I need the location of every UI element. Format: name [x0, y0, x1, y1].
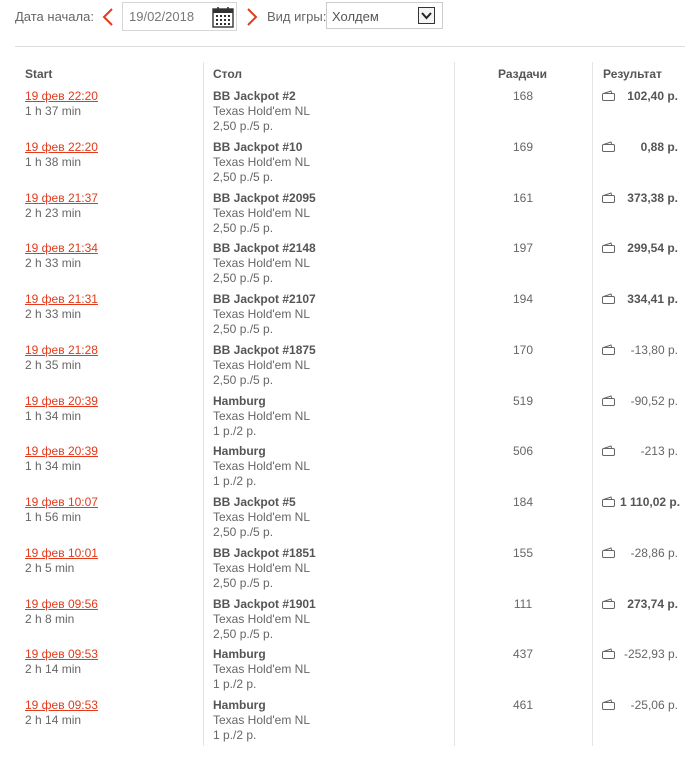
session-duration: 1 h 34 min: [25, 408, 82, 423]
table-name: Hamburg: [213, 698, 266, 712]
game-type: Texas Hold'em NL: [213, 256, 310, 271]
calendar-icon[interactable]: [212, 6, 234, 28]
table-name: BB Jackpot #5: [213, 495, 296, 509]
dropdown-button[interactable]: [418, 7, 435, 24]
session-duration: 2 h 14 min: [25, 713, 82, 727]
table-row: [0, 495, 700, 545]
session-start-link[interactable]: 19 фев 09:53: [25, 647, 98, 662]
session-duration: 1 h 38 min: [25, 154, 82, 169]
stakes: 1 р./2 р.: [213, 728, 257, 742]
wallet-icon: [602, 496, 615, 507]
session-duration: 2 h 14 min: [25, 662, 82, 677]
table-name: Hamburg: [213, 444, 266, 459]
table-name: BB Jackpot #10: [213, 139, 303, 154]
session-duration: 2 h 5 min: [25, 560, 75, 575]
start-date-label: Дата начала:: [15, 9, 94, 24]
game-type: Texas Hold'em NL: [213, 307, 310, 321]
game-type: Texas Hold'em NL: [213, 205, 310, 220]
hands-count: 155: [512, 545, 534, 560]
table-name: BB Jackpot #1901: [213, 596, 316, 611]
table-name: BB Jackpot #2148: [213, 241, 316, 256]
hands-count: 170: [512, 342, 534, 357]
wallet-icon: [602, 445, 615, 456]
session-result: 0,88 р.: [640, 139, 678, 154]
table-row: [0, 140, 700, 190]
session-result: 334,41 р.: [627, 292, 678, 306]
session-start-link[interactable]: 19 фев 10:01: [25, 545, 98, 560]
wallet-icon: [602, 648, 615, 659]
chevron-down-icon: [419, 8, 434, 23]
session-start-link[interactable]: 19 фев 22:20: [25, 139, 98, 154]
table-name: Hamburg: [213, 393, 266, 408]
game-type-label: Вид игры:: [267, 9, 327, 24]
session-start-link[interactable]: 19 фев 21:37: [25, 190, 98, 205]
session-result: 273,74 р.: [627, 596, 678, 611]
game-type-value: Холдем: [332, 9, 379, 24]
column-header-hands[interactable]: Раздачи: [498, 67, 547, 81]
hands-count: 194: [512, 292, 534, 306]
session-duration: 2 h 33 min: [25, 256, 82, 271]
session-start-link[interactable]: 19 фев 20:39: [25, 444, 98, 459]
table-name: BB Jackpot #2: [213, 89, 296, 103]
game-type: Texas Hold'em NL: [213, 357, 310, 372]
game-type-select[interactable]: [326, 2, 443, 29]
table-row: [0, 647, 700, 697]
start-date-input[interactable]: [129, 9, 207, 24]
session-duration: 2 h 33 min: [25, 307, 82, 321]
table-row: [0, 546, 700, 596]
game-type: Texas Hold'em NL: [213, 662, 310, 677]
stakes: 1 р./2 р.: [213, 423, 257, 438]
session-start-link[interactable]: 19 фев 22:20: [25, 89, 98, 103]
session-start-link[interactable]: 19 фев 21:28: [25, 342, 98, 357]
game-type: Texas Hold'em NL: [213, 713, 310, 727]
game-type: Texas Hold'em NL: [213, 154, 310, 169]
stakes: 2,50 р./5 р.: [213, 169, 274, 184]
game-type: Texas Hold'em NL: [213, 510, 310, 524]
hands-count: 184: [512, 495, 534, 509]
hands-count: 461: [512, 698, 534, 712]
session-start-link[interactable]: 19 фев 09:53: [25, 698, 98, 712]
hands-count: 161: [512, 190, 534, 205]
wallet-icon: [602, 395, 615, 406]
stakes: 2,50 р./5 р.: [213, 626, 274, 641]
filter-bar: [0, 0, 700, 34]
stakes: 1 р./2 р.: [213, 474, 257, 489]
session-start-link[interactable]: 19 фев 09:56: [25, 596, 98, 611]
session-duration: 1 h 34 min: [25, 459, 82, 474]
hands-count: 169: [512, 139, 534, 154]
start-date-field[interactable]: [122, 2, 237, 31]
wallet-icon: [602, 293, 615, 304]
stakes: 2,50 р./5 р.: [213, 271, 274, 286]
column-header-table[interactable]: Стол: [213, 67, 243, 81]
table-name: BB Jackpot #1851: [213, 545, 316, 560]
game-type: Texas Hold'em NL: [213, 560, 310, 575]
wallet-icon: [602, 699, 615, 710]
game-type: Texas Hold'em NL: [213, 408, 310, 423]
table-row: [0, 343, 700, 393]
divider: [15, 46, 685, 47]
column-header-result[interactable]: Результат: [603, 67, 662, 81]
session-result: -213 р.: [640, 444, 678, 459]
hands-count: 437: [512, 647, 534, 662]
table-name: BB Jackpot #2095: [213, 190, 316, 205]
session-result: 1 110,02 р.: [620, 495, 681, 509]
hands-count: 168: [512, 89, 534, 103]
session-start-link[interactable]: 19 фев 10:07: [25, 495, 98, 509]
session-start-link[interactable]: 19 фев 20:39: [25, 393, 98, 408]
session-result: -25,06 р.: [630, 698, 678, 712]
session-result: -28,86 р.: [630, 545, 678, 560]
stakes: 2,50 р./5 р.: [213, 525, 274, 539]
table-name: Hamburg: [213, 647, 266, 662]
table-name: BB Jackpot #2107: [213, 292, 316, 306]
wallet-icon: [602, 242, 615, 253]
game-type: Texas Hold'em NL: [213, 104, 310, 118]
game-type: Texas Hold'em NL: [213, 611, 310, 626]
table-row: [0, 444, 700, 494]
wallet-icon: [602, 192, 615, 203]
session-result: -252,93 р.: [623, 647, 678, 662]
session-result: -13,80 р.: [630, 342, 678, 357]
wallet-icon: [602, 344, 615, 355]
wallet-icon: [602, 598, 615, 609]
table-row: [0, 89, 700, 139]
session-result: -90,52 р.: [630, 393, 678, 408]
chevron-left-icon[interactable]: [102, 8, 114, 26]
column-header-start[interactable]: Start: [25, 67, 53, 81]
table-name: BB Jackpot #1875: [213, 342, 316, 357]
session-duration: 1 h 37 min: [25, 104, 82, 118]
wallet-icon: [602, 141, 615, 152]
stakes: 1 р./2 р.: [213, 677, 257, 692]
session-result: 373,38 р.: [627, 190, 678, 205]
stakes: 2,50 р./5 р.: [213, 575, 274, 590]
hands-count: 519: [512, 393, 534, 408]
chevron-right-icon[interactable]: [246, 8, 258, 26]
session-start-link[interactable]: 19 фев 21:34: [25, 241, 98, 256]
stakes: 2,50 р./5 р.: [213, 322, 274, 336]
table-row: [0, 698, 700, 748]
session-start-link[interactable]: 19 фев 21:31: [25, 292, 98, 306]
session-duration: 2 h 8 min: [25, 611, 75, 626]
session-result: 102,40 р.: [627, 89, 678, 103]
stakes: 2,50 р./5 р.: [213, 372, 274, 387]
session-result: 299,54 р.: [627, 241, 678, 256]
wallet-icon: [602, 547, 615, 558]
table-row: [0, 394, 700, 444]
session-duration: 2 h 23 min: [25, 205, 82, 220]
wallet-icon: [602, 90, 615, 101]
hands-count: 506: [512, 444, 534, 459]
session-duration: 2 h 35 min: [25, 357, 82, 372]
hands-count: 197: [512, 241, 534, 256]
session-duration: 1 h 56 min: [25, 510, 82, 524]
hands-count: 111: [513, 596, 533, 611]
stakes: 2,50 р./5 р.: [213, 119, 274, 133]
table-row: [0, 292, 700, 342]
game-type: Texas Hold'em NL: [213, 459, 310, 474]
table-row: [0, 597, 700, 647]
table-row: [0, 191, 700, 241]
table-row: [0, 241, 700, 291]
stakes: 2,50 р./5 р.: [213, 220, 274, 235]
